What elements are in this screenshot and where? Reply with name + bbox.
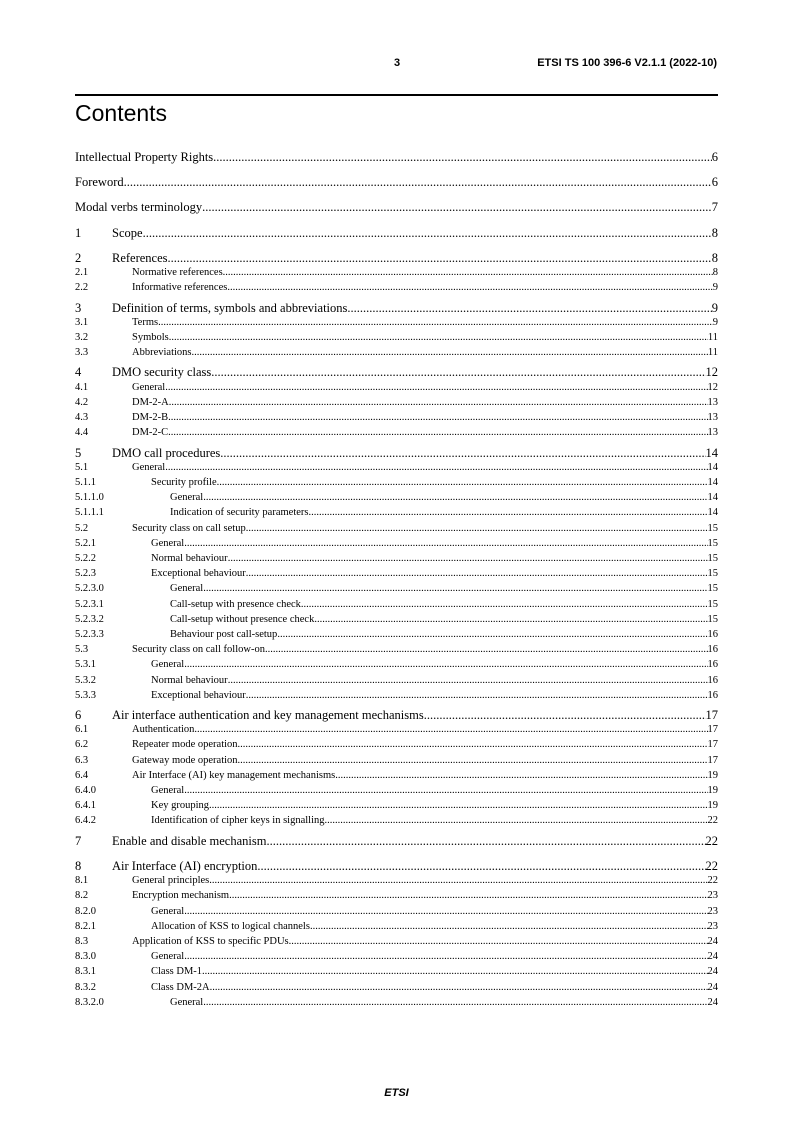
toc-leader-dots	[203, 492, 707, 503]
toc-entry[interactable]	[75, 921, 718, 932]
toc-entry-number: 3.3	[75, 347, 89, 359]
toc-entry-title: DM-2-A	[132, 396, 169, 408]
toc-leader-dots	[211, 365, 705, 380]
toc-entry-title: Indication of security parameters	[170, 507, 309, 519]
toc-entry-title: General	[170, 583, 204, 595]
toc-entry-number: 1	[75, 225, 82, 240]
toc-entry-title: General	[170, 996, 204, 1008]
toc-leader-dots	[184, 906, 707, 917]
toc-entry-title: Air Interface (AI) key management mechanisms	[132, 769, 336, 781]
toc-entry-title: Terms	[132, 316, 159, 328]
toc-entry[interactable]	[75, 553, 718, 564]
toc-entry-number: 4.4	[75, 427, 89, 439]
toc-entry-title: General	[151, 951, 185, 963]
toc-leader-dots	[308, 507, 707, 518]
toc-entry-title: Security class on call setup	[132, 522, 246, 534]
toc-entry-page: 22	[705, 858, 718, 873]
toc-entry[interactable]	[75, 583, 718, 594]
toc-leader-dots	[238, 755, 708, 766]
toc-entry-number: 6.1	[75, 724, 89, 736]
toc-entry-number: 6.4.2	[75, 815, 96, 827]
toc-entry-number: 3	[75, 300, 82, 315]
toc-entry-title: Call-setup without presence check	[170, 613, 315, 625]
toc-entry-title: Definition of terms, symbols and abbreviations	[112, 300, 348, 315]
toc-entry-page: 17	[705, 708, 718, 722]
toc-entry-number: 5.1.1	[75, 476, 96, 488]
toc-leader-dots	[192, 347, 708, 358]
toc-entry-title: Behaviour post call-setup	[170, 628, 278, 640]
toc-entry[interactable]	[75, 412, 718, 423]
toc-entry-title: General	[151, 537, 185, 549]
toc-entry-title: Application of KSS to specific PDUs	[132, 935, 289, 947]
toc-entry-page: 6	[711, 175, 718, 190]
toc-leader-dots	[203, 583, 707, 594]
toc-entry[interactable]	[75, 629, 718, 640]
toc-entry-number: 5.2.3.2	[75, 613, 104, 625]
toc-entry[interactable]	[75, 200, 718, 215]
toc-leader-dots	[168, 251, 712, 266]
toc-entry-page: 16	[707, 674, 718, 686]
toc-entry-title: Air Interface (AI) encryption	[112, 858, 258, 873]
toc-entry-number: 5.2	[75, 522, 89, 534]
toc-entry-number: 8.2	[75, 890, 89, 902]
toc-entry-number: 2.1	[75, 267, 89, 278]
toc-leader-dots	[246, 523, 708, 534]
toc-entry-number: 5	[75, 445, 82, 460]
toc-leader-dots	[314, 614, 707, 625]
toc-entry-number: 8.3.2.0	[75, 996, 104, 1008]
toc-leader-dots	[257, 859, 705, 874]
toc-entry-page: 15	[707, 598, 718, 610]
toc-entry-number: 8.1	[75, 875, 89, 887]
toc-entry-page: 19	[707, 800, 718, 812]
toc-entry-page: 15	[707, 568, 718, 580]
toc-entry-number: 5.2.3	[75, 568, 96, 580]
toc-entry[interactable]	[75, 382, 718, 393]
toc-entry-title: Intellectual Property Rights	[75, 150, 214, 164]
toc-entry[interactable]	[75, 951, 718, 962]
toc-entry[interactable]	[75, 644, 718, 655]
toc-entry-page: 24	[707, 981, 718, 993]
toc-entry[interactable]	[75, 282, 718, 293]
toc-entry-title: Class DM-2A	[151, 981, 210, 993]
toc-leader-dots	[277, 629, 707, 640]
toc-entry-page: 17	[707, 739, 718, 751]
toc-entry-title: Normative references	[132, 267, 223, 278]
toc-entry-page: 6	[711, 150, 718, 164]
toc-entry-page: 13	[707, 412, 718, 423]
toc-entry-number: 4.2	[75, 396, 89, 408]
toc-leader-dots	[202, 200, 712, 215]
toc-entry-title: Security class on call follow-on	[132, 644, 265, 656]
toc-entry-title: Authentication	[132, 724, 195, 736]
toc-leader-dots	[184, 785, 707, 796]
toc-entry-number: 3.2	[75, 331, 89, 343]
toc-entry-title: Exceptional behaviour	[151, 568, 246, 580]
toc-entry-page: 14	[705, 445, 718, 460]
toc-entry[interactable]	[75, 538, 718, 549]
toc-entry-page: 14	[707, 461, 718, 473]
toc-leader-dots	[209, 800, 707, 811]
toc-entry[interactable]	[75, 859, 718, 874]
toc-entry[interactable]	[75, 427, 718, 438]
toc-entry-page: 13	[707, 396, 718, 408]
toc-entry[interactable]	[75, 875, 718, 886]
toc-entry[interactable]	[75, 446, 718, 461]
toc-leader-dots	[203, 997, 707, 1008]
toc-entry[interactable]	[75, 347, 718, 358]
toc-entry-number: 6.4.0	[75, 785, 96, 796]
toc-entry-number: 7	[75, 833, 82, 848]
toc-entry-page: 15	[707, 537, 718, 549]
toc-entry[interactable]	[75, 690, 718, 701]
toc-entry[interactable]	[75, 906, 718, 917]
toc-entry[interactable]	[75, 251, 718, 266]
toc-entry-page: 24	[707, 966, 718, 978]
toc-entry-number: 5.3.3	[75, 689, 96, 701]
toc-entry-page: 16	[707, 689, 718, 701]
toc-entry-number: 4.3	[75, 412, 89, 423]
toc-entry-title: DM-2-C	[132, 427, 169, 439]
toc-entry-title: General	[151, 785, 185, 796]
toc-leader-dots	[213, 150, 712, 165]
toc-entry-page: 16	[707, 628, 718, 640]
toc-entry-title: Exceptional behaviour	[151, 689, 246, 701]
toc-entry-page: 17	[707, 724, 718, 736]
toc-entry-page: 12	[707, 381, 718, 393]
toc-leader-dots	[209, 875, 707, 886]
toc-entry-number: 6	[75, 708, 82, 722]
toc-entry[interactable]	[75, 226, 718, 241]
toc-leader-dots	[202, 966, 707, 977]
toc-entry-page: 23	[707, 920, 718, 932]
toc-entry[interactable]	[75, 568, 718, 579]
toc-entry-page: 16	[707, 659, 718, 671]
toc-entry-number: 2.2	[75, 282, 89, 294]
toc-entry-page: 17	[707, 754, 718, 766]
toc-entry-number: 2	[75, 250, 82, 265]
toc-entry-title: Symbols	[132, 331, 169, 343]
toc-leader-dots	[335, 770, 707, 781]
toc-entry-title: DMO call procedures	[112, 445, 221, 460]
toc-leader-dots	[165, 382, 707, 393]
toc-leader-dots	[194, 724, 707, 735]
toc-entry-page: 19	[707, 769, 718, 781]
toc-leader-dots	[210, 982, 708, 993]
toc-entry-number: 5.1.1.0	[75, 492, 104, 504]
toc-leader-dots	[228, 553, 708, 564]
toc-entry[interactable]	[75, 462, 718, 473]
toc-entry-number: 4.1	[75, 381, 89, 393]
toc-entry[interactable]	[75, 675, 718, 686]
toc-entry[interactable]	[75, 599, 718, 610]
toc-entry-title: References	[112, 250, 168, 265]
toc-entry-page: 8	[712, 267, 718, 278]
toc-leader-dots	[165, 462, 707, 473]
toc-entry[interactable]	[75, 739, 718, 750]
toc-leader-dots	[238, 739, 708, 750]
toc-leader-dots	[184, 951, 707, 962]
toc-leader-dots	[168, 412, 707, 423]
toc-entry-title: Repeater mode operation	[132, 739, 238, 751]
toc-entry-number: 8.2.0	[75, 905, 96, 917]
toc-entry-title: DM-2-B	[132, 412, 169, 423]
toc-leader-dots	[143, 226, 712, 241]
toc-entry-number: 5.2.3.3	[75, 628, 104, 640]
toc-leader-dots	[289, 936, 708, 947]
toc-entry-number: 5.3.1	[75, 659, 96, 671]
toc-entry-page: 23	[707, 890, 718, 902]
toc-entry-title: Abbreviations	[132, 347, 192, 359]
toc-entry-page: 12	[705, 365, 718, 380]
toc-entry[interactable]	[75, 966, 718, 977]
toc-entry-number: 8.3.0	[75, 951, 96, 963]
toc-entry[interactable]	[75, 800, 718, 811]
toc-entry-number: 5.1	[75, 461, 89, 473]
toc-entry-title: Modal verbs terminology	[75, 200, 203, 215]
toc-entry-number: 5.2.3.1	[75, 598, 104, 610]
toc-entry-number: 6.4	[75, 769, 89, 781]
toc-entry[interactable]	[75, 301, 718, 316]
toc-entry[interactable]	[75, 175, 718, 190]
toc-entry-title: Class DM-1	[151, 966, 203, 978]
toc-leader-dots	[347, 301, 711, 316]
toc-leader-dots	[169, 397, 708, 408]
toc-entry-number: 5.3.2	[75, 674, 96, 686]
toc-entry[interactable]	[75, 936, 718, 947]
toc-entry[interactable]	[75, 708, 718, 723]
toc-entry[interactable]	[75, 150, 718, 165]
toc-leader-dots	[424, 708, 706, 723]
toc-entry-page: 13	[707, 427, 718, 439]
toc-entry-page: 24	[707, 935, 718, 947]
toc-entry-number: 6.2	[75, 739, 89, 751]
toc-entry-title: Normal behaviour	[151, 552, 228, 564]
toc-entry-number: 8	[75, 858, 82, 873]
toc-entry-title: Normal behaviour	[151, 674, 228, 686]
toc-leader-dots	[265, 644, 708, 655]
toc-leader-dots	[301, 599, 708, 610]
toc-entry-title: Informative references	[132, 282, 228, 294]
toc-entry-title: Call-setup with presence check	[170, 598, 301, 610]
toc-entry-page: 23	[707, 905, 718, 917]
toc-entry-title: General	[132, 381, 166, 393]
toc-entry-number: 8.3.2	[75, 981, 96, 993]
toc-entry-number: 6.3	[75, 754, 89, 766]
toc-entry[interactable]	[75, 492, 718, 503]
toc-entry-title: Enable and disable mechanism	[112, 833, 267, 848]
toc-leader-dots	[220, 446, 705, 461]
toc-entry-title: Encryption mechanism	[132, 890, 230, 902]
toc-entry-title: Key grouping	[151, 800, 210, 812]
toc-leader-dots	[246, 568, 708, 579]
toc-entry-title: Allocation of KSS to logical channels	[151, 920, 310, 932]
toc-entry-title: Foreword	[75, 175, 124, 190]
toc-leader-dots	[168, 427, 707, 438]
toc-entry-page: 11	[707, 347, 718, 359]
toc-entry-page: 14	[707, 507, 718, 519]
toc-entry-number: 8.2.1	[75, 920, 96, 932]
toc-entry-number: 5.1.1.1	[75, 507, 104, 519]
toc-leader-dots	[227, 282, 712, 293]
toc-entry-page: 15	[707, 552, 718, 564]
toc-entry-title: Air interface authentication and key management mechanisms	[112, 708, 424, 722]
toc-entry[interactable]	[75, 997, 718, 1008]
toc-entry-title: Security profile	[151, 476, 217, 488]
toc-entry-number: 6.4.1	[75, 800, 96, 812]
toc-entry-page: 9	[712, 316, 718, 328]
toc-entry-number: 8.3	[75, 935, 89, 947]
page-title: Contents	[75, 100, 168, 126]
toc-entry-title: General	[151, 659, 185, 671]
toc-entry-page: 19	[707, 785, 718, 796]
toc-entry[interactable]	[75, 834, 718, 849]
toc-leader-dots	[223, 267, 713, 278]
toc-entry-number: 8.3.1	[75, 966, 96, 978]
toc-entry[interactable]	[75, 659, 718, 670]
toc-entry-page: 22	[707, 875, 718, 887]
toc-entry-number: 5.3	[75, 644, 89, 656]
toc-entry[interactable]	[75, 365, 718, 380]
toc-entry-title: General principles	[132, 875, 210, 887]
document-reference: ETSI TS 100 396-6 V2.1.1 (2022-10)	[537, 57, 717, 69]
toc-leader-dots	[229, 890, 707, 901]
toc-entry-page: 8	[711, 225, 718, 240]
toc-entry-page: 16	[707, 644, 718, 656]
toc-entry-page: 22	[705, 833, 718, 848]
toc-entry[interactable]	[75, 724, 718, 735]
toc-entry-number: 5.2.1	[75, 537, 96, 549]
toc-entry[interactable]	[75, 317, 718, 328]
toc-entry[interactable]	[75, 332, 718, 343]
toc-entry[interactable]	[75, 267, 718, 278]
toc-entry-number: 4	[75, 365, 82, 380]
toc-leader-dots	[310, 921, 708, 932]
toc-entry-title: DMO security class	[112, 365, 212, 380]
toc-entry-page: 15	[707, 613, 718, 625]
toc-leader-dots	[169, 332, 708, 343]
toc-entry-title: General	[132, 461, 166, 473]
toc-entry-page: 15	[707, 583, 718, 595]
toc-entry-page: 9	[711, 300, 718, 315]
toc-leader-dots	[325, 815, 708, 826]
toc-entry-page: 24	[707, 951, 718, 963]
toc-entry-title: General	[151, 905, 185, 917]
toc-entry-number: 5.2.3.0	[75, 583, 104, 595]
toc-entry-title: General	[170, 492, 204, 504]
toc-leader-dots	[184, 538, 707, 549]
toc-entry-page: 11	[707, 331, 718, 343]
toc-entry[interactable]	[75, 507, 718, 518]
toc-entry[interactable]	[75, 815, 718, 826]
toc-entry-page: 15	[707, 522, 718, 534]
toc-leader-dots	[184, 659, 707, 670]
header-rule	[75, 94, 718, 96]
toc-entry[interactable]	[75, 614, 718, 625]
toc-entry-page: 14	[707, 492, 718, 504]
toc-entry[interactable]	[75, 477, 718, 488]
toc-entry-page: 22	[707, 815, 718, 827]
toc-entry-page: 24	[707, 996, 718, 1008]
toc-entry-title: Scope	[112, 225, 143, 240]
toc-entry-page: 7	[711, 200, 718, 215]
toc-entry-number: 3.1	[75, 316, 89, 328]
toc-leader-dots	[124, 175, 712, 190]
toc-entry[interactable]	[75, 770, 718, 781]
toc-leader-dots	[217, 477, 708, 488]
toc-leader-dots	[246, 690, 708, 701]
toc-leader-dots	[266, 834, 705, 849]
toc-entry-number: 5.2.2	[75, 552, 96, 564]
toc-leader-dots	[158, 317, 713, 328]
toc-entry-title: Identification of cipher keys in signalling	[151, 815, 325, 827]
toc-entry-page: 14	[707, 476, 718, 488]
page-number: 3	[393, 57, 401, 69]
toc-entry-page: 9	[712, 282, 718, 294]
toc-entry-page: 8	[711, 250, 718, 265]
toc-entry[interactable]	[75, 755, 718, 766]
footer-org: ETSI	[384, 1087, 409, 1099]
toc-leader-dots	[228, 675, 708, 686]
toc-entry[interactable]	[75, 785, 718, 796]
toc-entry[interactable]	[75, 890, 718, 901]
toc-entry[interactable]	[75, 523, 718, 534]
toc-entry-title: Gateway mode operation	[132, 754, 238, 766]
toc-entry[interactable]	[75, 397, 718, 408]
toc-entry[interactable]	[75, 982, 718, 993]
